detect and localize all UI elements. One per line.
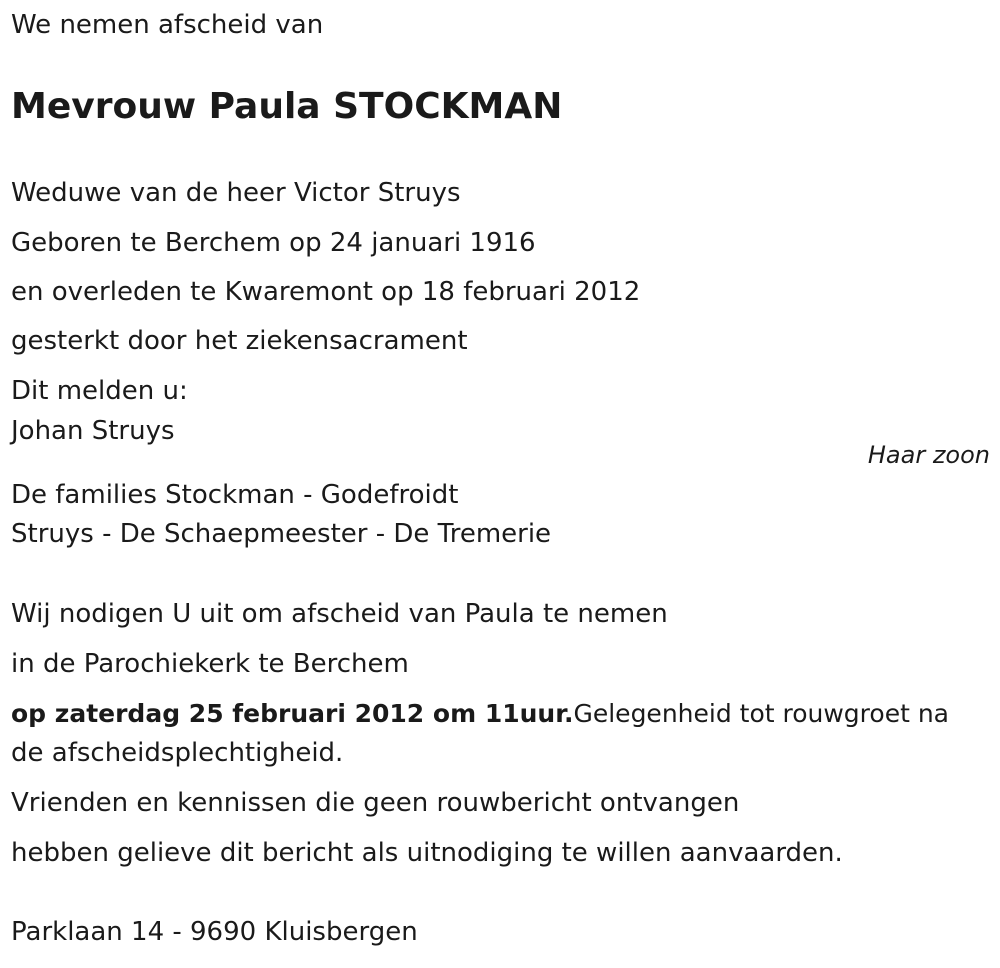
invite-line-1: Wij nodigen U uit om afscheid van Paula te nemen xyxy=(11,599,668,629)
ceremony-date: op zaterdag 25 februari 2012 om 11uur. xyxy=(11,699,574,728)
widow-of-text: Weduwe van de heer Victor Struys xyxy=(11,178,461,208)
birth-text: Geboren te Berchem op 24 januari 1916 xyxy=(11,228,536,258)
invite-line-2: in de Parochiekerk te Berchem xyxy=(11,649,409,679)
families-line-2: Struys - De Schaepmeester - De Tremerie xyxy=(11,519,552,549)
ceremony-date-line xyxy=(11,699,949,729)
sacrament-text: gesterkt door het ziekensacrament xyxy=(11,326,468,356)
families-line-1: De families Stockman - Godefroidt xyxy=(11,480,459,510)
friends-line-2: hebben gelieve dit bericht als uitnodiging te willen aanvaarden. xyxy=(11,838,843,868)
friends-line-1: Vrienden en kennissen die geen rouwbericht ontvangen xyxy=(11,788,740,818)
address-text: Parklaan 14 - 9690 Kluisbergen xyxy=(11,917,418,947)
son-role: Haar zoon xyxy=(867,441,990,469)
death-text: en overleden te Kwaremont op 18 februari 2012 xyxy=(11,277,641,307)
condolence-text: Gelegenheid tot rouwgroet na xyxy=(573,699,949,728)
son-name: Johan Struys xyxy=(11,416,175,446)
ceremony-continuation: de afscheidsplechtigheid. xyxy=(11,738,344,768)
intro-text: We nemen afscheid van xyxy=(11,10,324,40)
deceased-name: Mevrouw Paula STOCKMAN xyxy=(11,86,563,127)
announce-text: Dit melden u: xyxy=(11,376,188,406)
